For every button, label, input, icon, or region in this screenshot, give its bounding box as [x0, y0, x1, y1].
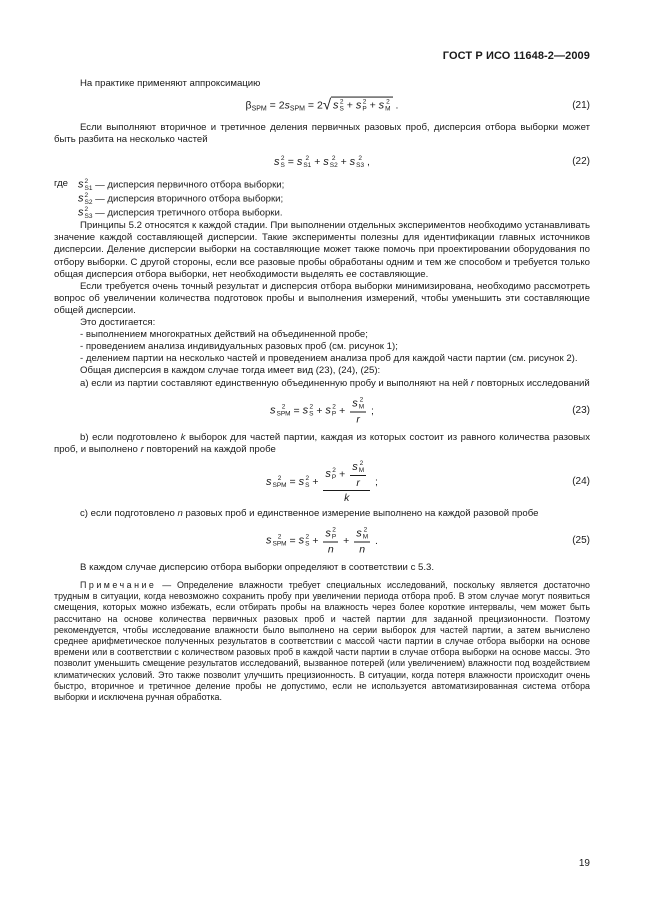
list-item-2: - проведением анализа индивидуальных разовых проб (см. рисунок 1);	[80, 341, 398, 353]
paragraph-principles: Принципы 5.2 относятся к каждой стадии. При выполнении отдельных экспериментов необходимо устанавливать значение каждой составляющей дисперсии. Такие эксперименты полезны для идентификации главных источников дисперсии. Деление дисперсии выборки на составляющие может также помочь при проектировании оборудования по отбору выборки. С другой стороны, если все разовые пробы обработаны одним и тем же способом и требуется только общая дисперсия отбора выборки, нет необходимости выделять ее составляющие.	[54, 220, 590, 280]
paragraph-total: Общая дисперсия в каждом случае тогда имеет вид (23), (24), (25):	[80, 365, 381, 377]
equation-number-23: (23)	[572, 404, 590, 416]
equation-number-24: (24)	[572, 475, 590, 487]
equation-number-21: (21)	[572, 100, 590, 112]
where-text-2: — дисперсия вторичного отбора выборки;	[95, 193, 284, 205]
where-item-2: s 2 S2 — дисперсия вторичного отбора выборки;	[78, 192, 284, 207]
equation-25	[54, 520, 590, 562]
list-item-3: - делением партии на несколько частей и проведением анализа проб для каждой части партии (см. рисунок 2).	[80, 353, 578, 365]
document-body	[54, 78, 590, 712]
where-label: где	[54, 178, 69, 190]
formula-22: s 2 S = s 2 S1 + s 2 S2 + s 2 S3 ,	[274, 155, 370, 170]
where-item-1: где s 2 S1 — дисперсия первичного отбора выборки;	[54, 178, 285, 193]
where-text-3: — дисперсия третичного отбора выборки.	[95, 207, 283, 219]
paragraph-split: Если выполняют вторичное и третичное деления первичных разовых проб, дисперсия отбора выборки может быть разбита на несколько частей	[54, 122, 590, 146]
equation-23	[54, 390, 590, 432]
paragraph-determine: В каждом случае дисперсию отбора выборки определяют в соответствии с 5.3.	[80, 561, 435, 573]
where-text-1: — дисперсия первичного отбора выборки;	[95, 179, 285, 191]
where-item-3: s 2 S3 — дисперсия третичного отбора выборки.	[78, 206, 283, 221]
formula-25: s 2 SPM = s 2 S + s 2 P n + s 2 M n .	[266, 526, 378, 556]
note	[54, 580, 590, 703]
case-b: b) если подготовлено k выборок для частей партии, каждая из которых состоит из равного количества разовых проб, и выполнено r повторений на каждой пробе	[54, 431, 590, 455]
paragraph-accurate: Если требуется очень точный результат и дисперсия отбора выборки минимизирована, необходимо рассмотреть вопрос об увеличении количества подготовок пробы и выполнения измерений, чтобы уменьшить эти составляющие общей дисперсии.	[54, 280, 590, 316]
note-text: — Определение влажности требует специальных исследований, поскольку является достаточно трудным в ситуации, когда невозможно сохранить пробу при увеличении периода отбора проб. В этом случае могут появиться смещения, которых можно избежать, если отбирать пробы на влажность через более короткие интервалы, чем может быть рассчитано на основе количества первичных разовых проб и частей партии для заданной прецизионности. Поэтому рекомендуется, чтобы исследование влажности было выполнено на серии выборок для частей партии, а затем вычислено среднее арифметическое полученных результатов в соответствии с массой части партии в случае отбора выборки на основе времени или в соответствии с количеством разовых проб в каждой части партии в случае отбора выборки на основе массы. Это позволит уменьшить смещение результатов исследований, вызванное потерей (или увеличением) влажности под воздействием климатических условий. Это также позволит улучшить прецизионность. В ситуации, когда потеря влажности происходит очень быстро, вторичное и третичное деление пробы не допустимо, если не используется автоматизированная система отбора выборки и исключена ручная обработка.	[54, 579, 590, 702]
paragraph-achieved: Это достигается:	[80, 317, 156, 329]
formula-24: s 2 SPM = s 2 S + s 2 P + s 2 M r k ;	[266, 459, 378, 504]
page-number: 19	[578, 858, 590, 869]
case-c: c) если подготовлено n разовых проб и единственное измерение выполнено на каждой разовой пробе	[80, 507, 539, 519]
list-item-1: - выполнением многократных действий на объединенной пробе;	[80, 329, 368, 341]
paragraph-intro: На практике применяют аппроксимацию	[80, 78, 261, 89]
equation-21	[54, 90, 590, 122]
case-a: a) если из партии составляют единственную объединенную пробу и выполняют на ней r повторных исследований	[80, 377, 590, 389]
formula-23: s 2 SPM = s 2 S + s 2 P + s 2 M r ;	[270, 396, 374, 426]
equation-22	[54, 146, 590, 178]
note-label: Примечание	[80, 579, 157, 590]
equation-number-25: (25)	[572, 534, 590, 546]
equation-number-22: (22)	[572, 156, 590, 168]
equation-24	[54, 456, 590, 508]
standard-header: ГОСТ Р ИСО 11648-2—2009	[442, 50, 590, 62]
formula-21: $\beta_{SPM} = 2s_{SPM} = 2$ √ s 2 S + s 2 P + s 2 M .	[245, 96, 399, 114]
